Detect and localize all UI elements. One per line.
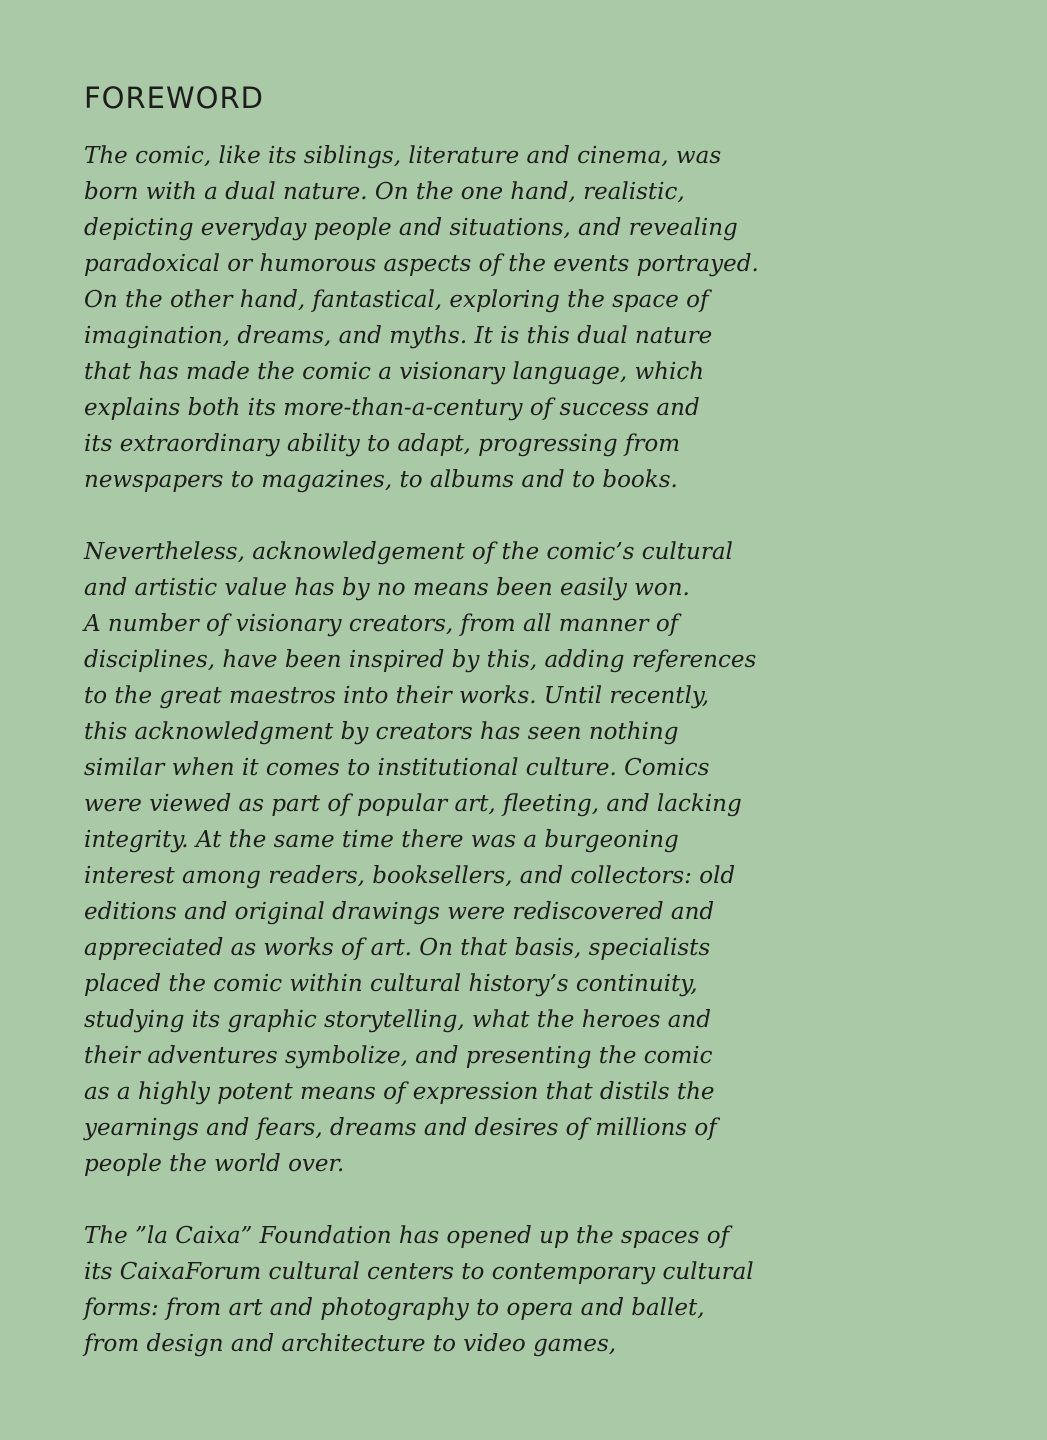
text-line: On the other hand, fantastical, exploring the space of	[84, 287, 709, 313]
text-line: explains both its more-than-a-century of success and	[84, 395, 700, 421]
text-line: The comic, like its siblings, literature and cinema, was	[84, 143, 722, 169]
paragraph-3	[84, 1218, 774, 1362]
text-line: its extraordinary ability to adapt, progressing from	[84, 431, 681, 457]
text-line: editions and original drawings were rediscovered and	[84, 899, 715, 925]
text-line: paradoxical or humorous aspects of the events portrayed.	[84, 251, 759, 277]
text-line: people the world over.	[84, 1151, 345, 1177]
text-line: born with a dual nature. On the one hand, realistic,	[84, 179, 685, 205]
page-title: FOREWORD	[84, 81, 264, 115]
text-line: forms: from art and photography to opera and ballet,	[84, 1295, 705, 1321]
text-line: depicting everyday people and situations, and revealing	[84, 215, 738, 241]
text-line: disciplines, have been inspired by this, adding references	[84, 647, 757, 673]
text-line: from design and architecture to video games,	[84, 1331, 617, 1357]
text-line: were viewed as part of popular art, fleeting, and lacking	[84, 791, 742, 817]
text-line: its CaixaForum cultural centers to contemporary cultural	[84, 1259, 754, 1285]
text-line: as a highly potent means of expression that distils the	[84, 1079, 715, 1105]
text-line: newspapers to magazines, to albums and to books.	[84, 467, 678, 493]
text-line: yearnings and fears, dreams and desires of millions of	[84, 1115, 717, 1141]
text-line: The ”la Caixa” Foundation has opened up the spaces of	[84, 1223, 730, 1249]
text-line: placed the comic within cultural history’s continuity,	[84, 971, 698, 997]
text-line: studying its graphic storytelling, what the heroes and	[84, 1007, 711, 1033]
paragraph-2	[84, 534, 774, 1182]
text-line: imagination, dreams, and myths. It is this dual nature	[84, 323, 713, 349]
text-line: Nevertheless, acknowledgement of the comic’s cultural	[84, 539, 733, 565]
text-line: to the great maestros into their works. Until recently,	[84, 683, 710, 709]
text-line: A number of visionary creators, from all manner of	[84, 611, 679, 637]
text-line: similar when it comes to institutional culture. Comics	[84, 755, 710, 781]
text-line: appreciated as works of art. On that basis, specialists	[84, 935, 711, 961]
body-text	[84, 138, 774, 1398]
text-line: their adventures symbolize, and presenting the comic	[84, 1043, 713, 1069]
text-line: interest among readers, booksellers, and collectors: old	[84, 863, 736, 889]
text-line: that has made the comic a visionary language, which	[84, 359, 705, 385]
text-line: this acknowledgment by creators has seen nothing	[84, 719, 679, 745]
text-line: and artistic value has by no means been easily won.	[84, 575, 690, 601]
paragraph-1	[84, 138, 774, 498]
text-line: integrity. At the same time there was a burgeoning	[84, 827, 679, 853]
